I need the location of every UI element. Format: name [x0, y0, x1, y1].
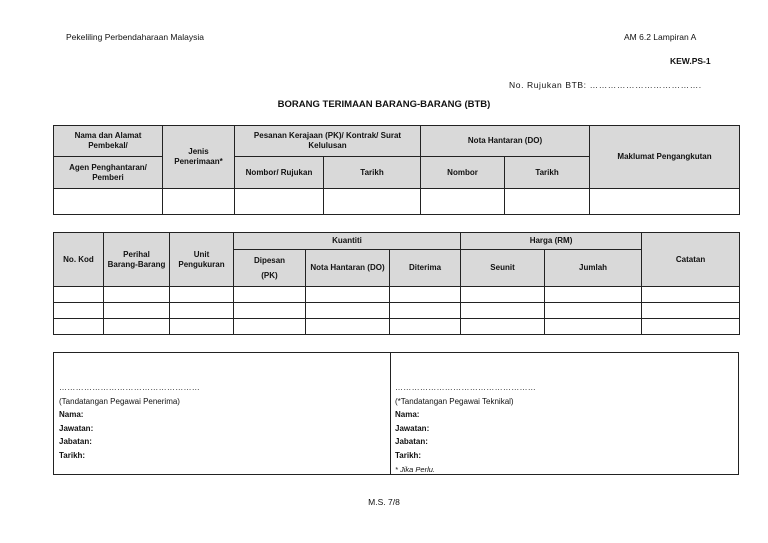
circular-title: Pekeliling Perbendaharaan Malaysia [66, 32, 204, 42]
table-row [54, 287, 740, 303]
signature-box [53, 352, 739, 475]
table-cell[interactable] [306, 287, 390, 303]
table-cell[interactable] [54, 287, 104, 303]
dipesan-header: Dipesan (PK) [234, 250, 306, 287]
signature-caption: (*Tandatangan Pegawai Teknikal) [395, 396, 514, 406]
table-cell[interactable] [642, 287, 740, 303]
table-cell[interactable] [234, 303, 306, 319]
page-number: M.S. 7/8 [368, 497, 400, 507]
receiver-signature-section [54, 353, 391, 474]
signature-line[interactable]: …………………………………………… [395, 383, 537, 392]
table-cell[interactable] [235, 189, 324, 215]
jawatan-label: Jawatan: [59, 423, 94, 433]
no-kod-header: No. Kod [54, 233, 104, 287]
table-cell[interactable] [505, 189, 590, 215]
nota-do-header: Nota Hantaran (DO) [306, 250, 390, 287]
perihal-header: Perihal Barang-Barang [104, 233, 170, 287]
footnote: * Jika Perlu. [395, 464, 436, 474]
table-row [54, 303, 740, 319]
table-cell[interactable] [170, 319, 234, 335]
table-cell[interactable] [234, 319, 306, 335]
form-title: BORANG TERIMAAN BARANG-BARANG (BTB) [277, 99, 491, 110]
tarikh-label: Tarikh: [395, 450, 422, 460]
goods-table [53, 232, 740, 335]
table-cell[interactable] [234, 287, 306, 303]
table-cell[interactable] [545, 303, 642, 319]
diterima-header: Diterima [390, 250, 461, 287]
table-cell[interactable] [642, 319, 740, 335]
table-cell[interactable] [104, 319, 170, 335]
jabatan-label: Jabatan: [59, 437, 92, 447]
table-cell[interactable] [545, 287, 642, 303]
table-cell[interactable] [461, 303, 545, 319]
table-cell[interactable] [54, 189, 163, 215]
table-cell[interactable] [306, 303, 390, 319]
supplier-header: Nama dan Alamat Pembekal/ [54, 126, 163, 157]
signature-line[interactable]: …………………………………………… [59, 383, 201, 392]
technical-signature-section [390, 353, 738, 474]
nota-header: Nota Hantaran (DO) [421, 126, 590, 157]
nombor-do-header: Nombor [421, 157, 505, 189]
jumlah-header: Jumlah [545, 250, 642, 287]
nama-label: Nama: [395, 410, 420, 420]
seunit-header: Seunit [461, 250, 545, 287]
tarikh-pk-header: Tarikh [324, 157, 421, 189]
maklumat-header: Maklumat Pengangkutan [590, 126, 740, 189]
table-cell[interactable] [461, 287, 545, 303]
pesanan-header: Pesanan Kerajaan (PK)/ Kontrak/ Surat Kelulusan [235, 126, 421, 157]
table-cell[interactable] [54, 319, 104, 335]
table-cell[interactable] [306, 319, 390, 335]
form-code: KEW.PS-1 [670, 56, 711, 66]
unit-header: Unit Pengukuran [170, 233, 234, 287]
table-cell[interactable] [104, 303, 170, 319]
table-cell[interactable] [104, 287, 170, 303]
table-cell[interactable] [390, 287, 461, 303]
table-cell[interactable] [170, 303, 234, 319]
table-cell[interactable] [324, 189, 421, 215]
table-cell[interactable] [642, 303, 740, 319]
jenis-header: Jenis Penerimaan* [163, 126, 235, 189]
catatan-header: Catatan [642, 233, 740, 287]
nama-label: Nama: [59, 410, 84, 420]
jabatan-label: Jabatan: [395, 437, 428, 447]
table-cell[interactable] [163, 189, 235, 215]
table-row [54, 319, 740, 335]
btb-reference-field: No. Rujukan BTB: ………………………………. [509, 80, 702, 90]
jawatan-label: Jawatan: [395, 423, 430, 433]
table-cell[interactable] [545, 319, 642, 335]
agent-header: Agen Penghantaran/ Pemberi [54, 157, 163, 189]
signature-caption: (Tandatangan Pegawai Penerima) [59, 396, 180, 406]
table-cell[interactable] [590, 189, 740, 215]
tarikh-label: Tarikh: [59, 450, 86, 460]
kuantiti-header: Kuantiti [234, 233, 461, 250]
table-cell[interactable] [421, 189, 505, 215]
harga-header: Harga (RM) [461, 233, 642, 250]
table-cell[interactable] [461, 319, 545, 335]
table-cell[interactable] [390, 303, 461, 319]
nombor-rujukan-header: Nombor/ Rujukan [235, 157, 324, 189]
table-cell[interactable] [170, 287, 234, 303]
supplier-table [53, 125, 740, 215]
table-cell[interactable] [390, 319, 461, 335]
appendix-label: AM 6.2 Lampiran A [624, 32, 697, 42]
table-cell[interactable] [54, 303, 104, 319]
tarikh-do-header: Tarikh [505, 157, 590, 189]
